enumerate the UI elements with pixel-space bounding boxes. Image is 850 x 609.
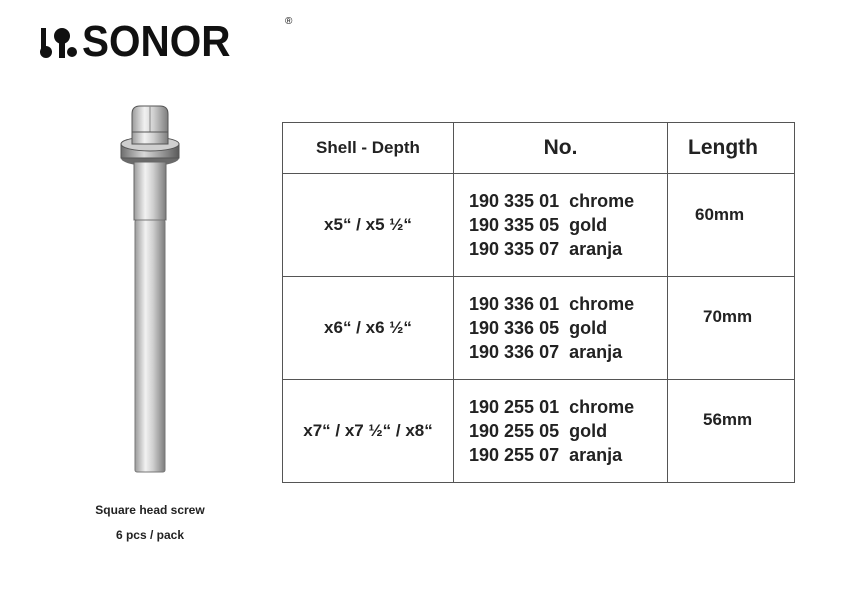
shell-depth-cell: x5“ / x5 ½“	[283, 174, 454, 277]
table-row	[283, 277, 795, 380]
length-value: 70mm	[703, 307, 753, 326]
number-cell	[454, 174, 668, 277]
part-number: 190 335 07 aranja	[469, 239, 623, 259]
length-cell	[668, 277, 795, 380]
square-head-screw-image	[110, 100, 190, 480]
sonor-logo	[38, 16, 293, 66]
header-shell-depth: Shell - Depth	[283, 123, 454, 174]
part-number: 190 336 05 gold	[469, 318, 608, 338]
pack-size-caption: 6 pcs / pack	[115, 528, 185, 542]
header-length: Length	[668, 123, 795, 174]
table-row	[283, 174, 795, 277]
length-cell	[668, 174, 795, 277]
part-number: 190 335 05 gold	[469, 215, 608, 235]
part-number: 190 335 01 chrome	[469, 191, 635, 211]
part-number: 190 255 01 chrome	[469, 397, 635, 417]
number-cell	[454, 277, 668, 380]
brand-name: SONOR	[82, 17, 231, 66]
shell-depth-cell: x7“ / x7 ½“ / x8“	[283, 380, 454, 483]
number-cell	[454, 380, 668, 483]
length-cell	[668, 380, 795, 483]
sonor-logo-mark-icon	[38, 22, 78, 62]
spec-table	[282, 122, 795, 483]
part-number: 190 336 01 chrome	[469, 294, 635, 314]
registered-mark: ®	[285, 16, 293, 27]
length-value: 60mm	[695, 205, 745, 224]
header-number: No.	[454, 123, 668, 174]
shell-depth-cell: x6“ / x6 ½“	[283, 277, 454, 380]
part-number: 190 255 07 aranja	[469, 445, 623, 465]
table-row	[283, 380, 795, 483]
product-caption: Square head screw	[95, 503, 205, 517]
part-number: 190 255 05 gold	[469, 421, 608, 441]
length-value: 56mm	[703, 410, 753, 429]
part-number: 190 336 07 aranja	[469, 342, 623, 362]
table-header-row	[283, 123, 795, 174]
